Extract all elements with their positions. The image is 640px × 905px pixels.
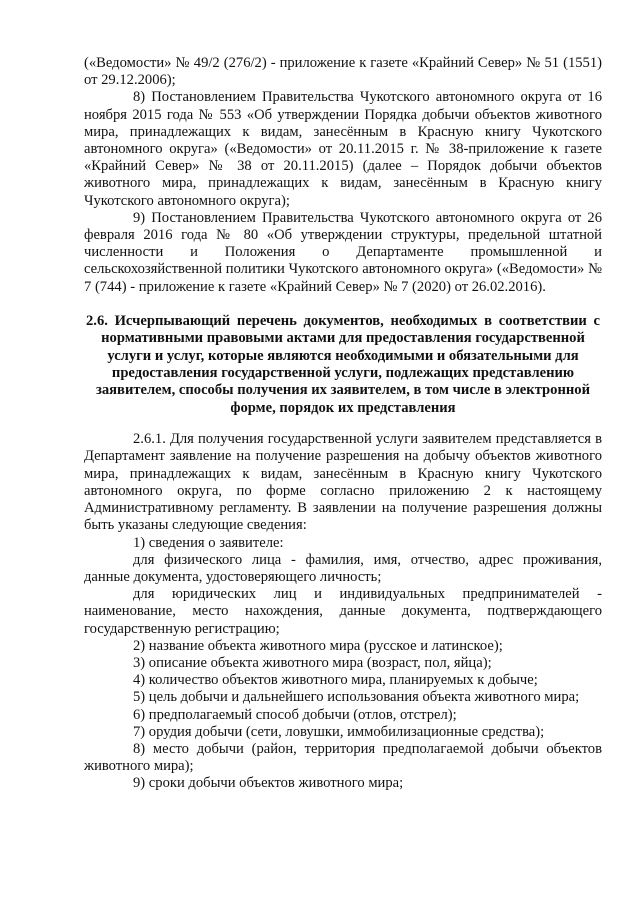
heading-line: нормативными правовыми актами для предоставления государственной bbox=[101, 330, 585, 347]
list-item: 7) орудия добычи (сети, ловушки, иммобилизационные средства); bbox=[133, 723, 545, 740]
list-item: 8) место добычи (район, территория предполагаемой добычи объектов животного мира); bbox=[84, 740, 602, 775]
heading-line: заявителем, способы получения их заявителем, в том числе в электронной bbox=[96, 382, 590, 399]
paragraph-2-6-1: 2.6.1. Для получения государственной услуги заявителем представляется в Департамент заявление на получение разрешения на добычу объектов животного мира, принадлежащих к видам, занесённым в Красную книгу Чукотского автономного округа, по форме согласно приложению 2 к настоящему Административному регламенту. В заявлении на получение разрешения должны быть указаны следующие сведения: bbox=[84, 431, 602, 534]
list-item: для физического лица - фамилия, имя, отчество, адрес проживания, данные документа, удостоверяющего личность; bbox=[84, 551, 602, 585]
list-item: 4) количество объектов животного мира, планируемых к добыче; bbox=[133, 672, 538, 689]
section-heading-2-6 bbox=[84, 313, 602, 417]
paragraph-continuation: («Ведомости» № 49/2 (276/2) - приложение к газете «Крайний Север» № 51 (1551) от 29.12.2006); bbox=[84, 55, 602, 89]
heading-line: услуги и услуг, которые являются необходимыми и обязательными для bbox=[107, 347, 579, 364]
list-item: 6) предполагаемый способ добычи (отлов, отстрел); bbox=[133, 706, 457, 723]
heading-line: предоставления государственной услуги, подлежащих представлению bbox=[111, 365, 575, 382]
paragraph-item-8: 8) Постановлением Правительства Чукотского автономного округа от 16 ноября 2015 года № 553 «Об утверждении Порядка добычи объектов животного мира, принадлежащих к видам, занесённым в Красную книгу Чукотского автономного округа» («Ведомости» от 20.11.2015 г. № 38-приложение к газете «Крайний Север» № 38 от 20.11.2015) (далее – Порядок добычи объектов животного мира, принадлежащих к видам, занесённым в Красную книгу Чукотского автономного округа); bbox=[84, 89, 602, 209]
list-item: 5) цель добычи и дальнейшего использования объекта животного мира; bbox=[133, 689, 580, 706]
heading-line: форме, порядок их представления bbox=[230, 399, 456, 416]
list-item: 3) описание объекта животного мира (возраст, пол, яйца); bbox=[133, 654, 492, 671]
heading-line: 2.6. Исчерпывающий перечень документов, необходимых в соответствии с bbox=[86, 312, 600, 329]
list-item: 9) сроки добычи объектов животного мира; bbox=[133, 775, 404, 792]
list-item: 1) сведения о заявителе: bbox=[133, 534, 284, 551]
list-item: для юридических лиц и индивидуальных предпринимателей - наименование, место нахождения, данные документа, подтверждающего государственную регистрацию; bbox=[84, 586, 602, 637]
paragraph-item-9: 9) Постановлением Правительства Чукотского автономного округа от 26 февраля 2016 года № 80 «Об утверждении структуры, предельной штатной численности и Положения о Департаменте промышленной и сельскохозяйственной политики Чукотского автономного округа» («Ведомости» № 7 (744) - приложение к газете «Крайний Север» № 7 (2020) от 26.02.2016). bbox=[84, 209, 602, 295]
list-item: 2) название объекта животного мира (русское и латинское); bbox=[133, 637, 503, 654]
